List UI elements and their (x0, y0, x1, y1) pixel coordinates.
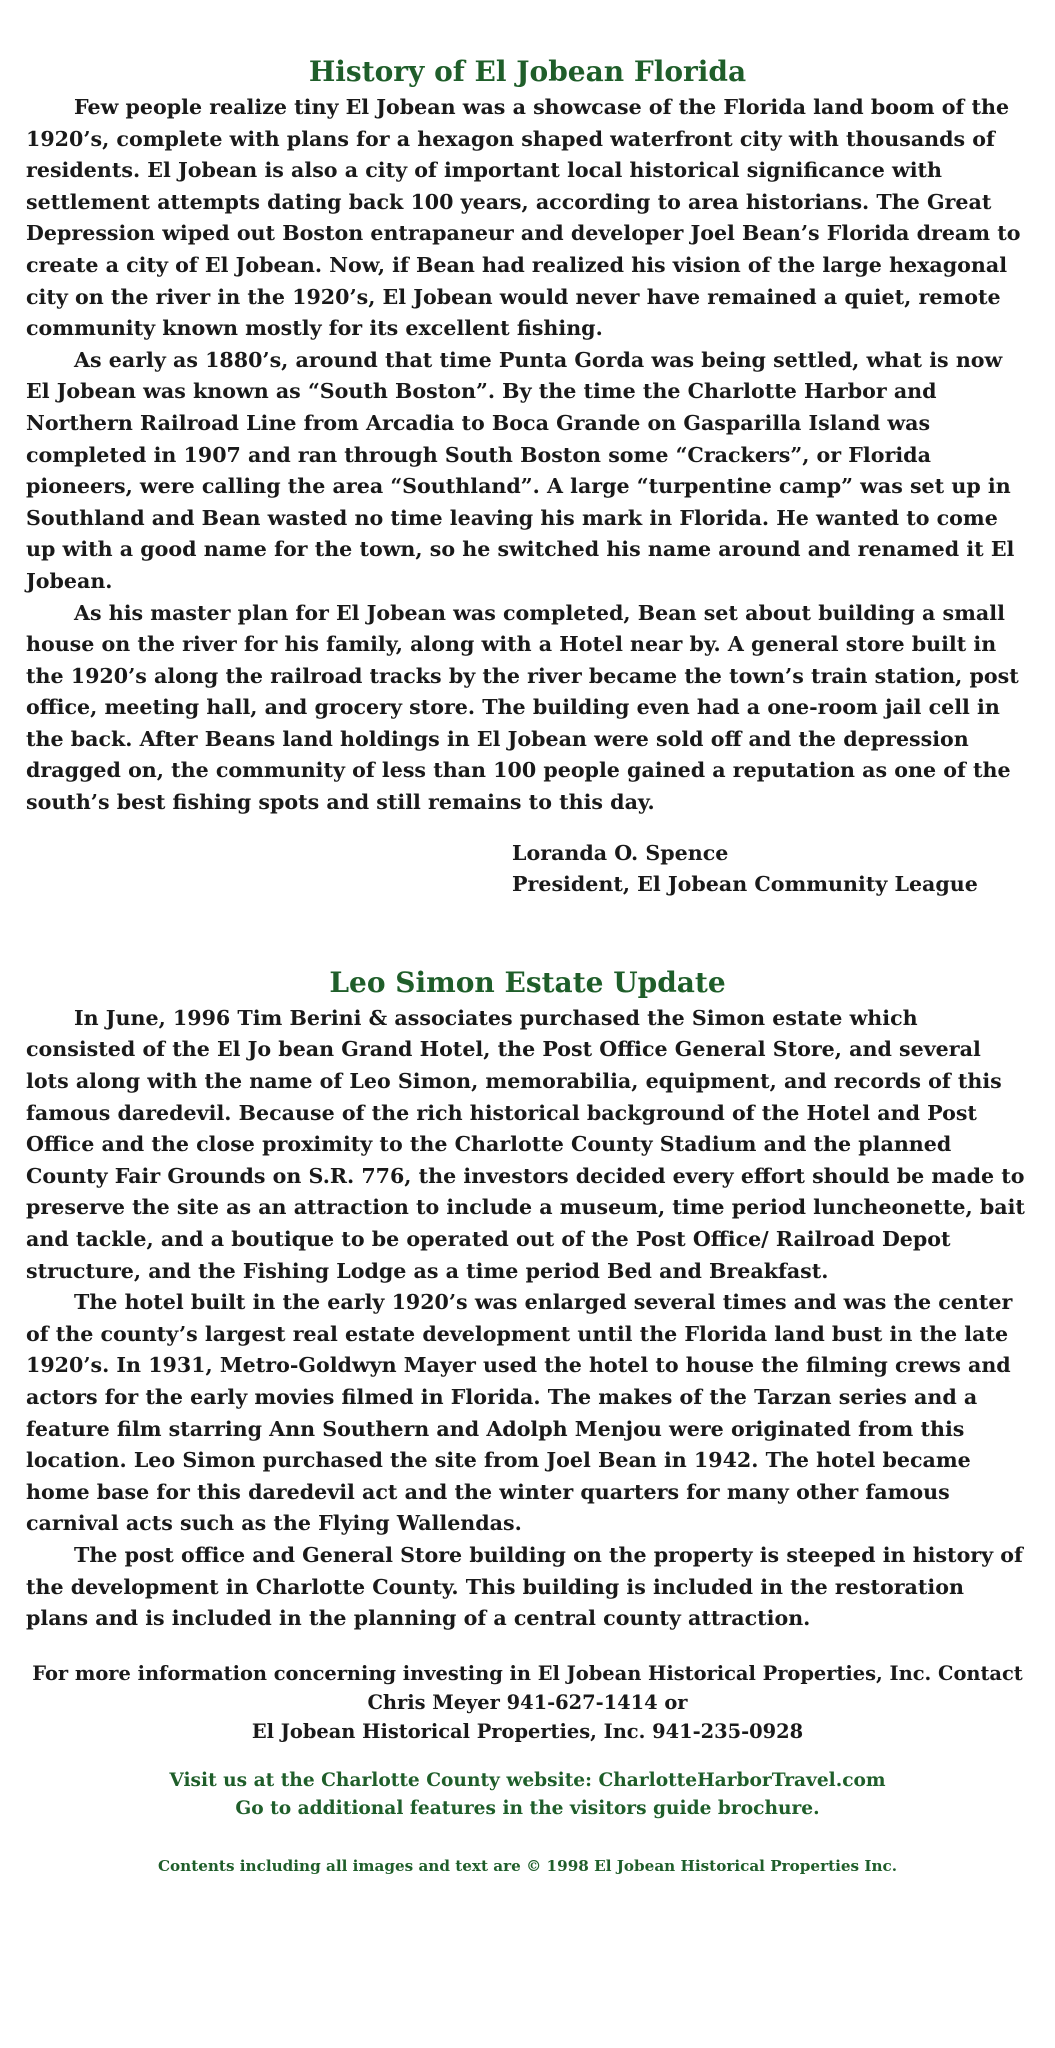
signature-name: Loranda O. Spence (512, 840, 729, 865)
history-title: History of El Jobean Florida (308, 55, 747, 88)
contact-block (26, 1659, 1029, 1746)
estate-paragraph: The post office and General Store building on the property is steeped in history of the development in Charlotte County. This building is included in the restoration plans and is included in the planning of a central county attraction. (26, 1542, 1023, 1631)
document-page (26, 0, 1029, 1877)
brochure-line: Go to additional features in the visitors guide brochure. (235, 1797, 820, 1819)
signature-role: President, El Jobean Community League (512, 872, 978, 897)
history-paragraph: As his master plan for El Jobean was completed, Bean set about building a small house on the river for his family, along with a Hotel near by. A general store built in the 1920’s along the railroad tracks by the river became the town’s train station, post office, meeting hall, and grocery store. The building even had a one-room jail cell in the back. After Beans land holdings in El Jobean were sold off and the depression dragged on, the community of less than 100 people gained a reputation as one of the south’s best fishing spots and still remains to this day. (26, 600, 1019, 815)
contact-line: For more information concerning investing in El Jobean Historical Properties, Inc. Contact (32, 1661, 1023, 1685)
estate-body (26, 1003, 1029, 1635)
estate-paragraph: In June, 1996 Tim Berini & associates purchased the Simon estate which consisted of the El Jo bean Grand Hotel, the Post Office General Store, and several lots along with the name of Leo Simon, memorabilia, equipment, and records of this famous daredevil. Because of the rich historical background of the Hotel and Post Office and the close proximity to the Charlotte County Stadium and the planned County Fair Grounds on S.R. 776, the investors decided every effort should be made to preserve the site as an attraction to include a museum, time period luncheonette, bait and tackle, and a boutique to be operated out of the Post Office/ Railroad Depot structure, and the Fishing Lodge as a time period Bed and Breakfast. (26, 1005, 1025, 1283)
contact-phone-line: Chris Meyer 941-627-1414 or (367, 1690, 688, 1714)
estate-title: Leo Simon Estate Update (329, 965, 726, 999)
contact-phone-line: El Jobean Historical Properties, Inc. 941-235-0928 (251, 1719, 804, 1743)
estate-paragraph: The hotel built in the early 1920’s was enlarged several times and was the center of the county’s largest real estate development until the Florida land bust in the late 1920’s. In 1931, Metro-Goldwyn Mayer used the hotel to house the filming crews and actors for the early movies filmed in Florida. The makes of the Tarzan series and a feature film starring Ann Southern and Adolph Menjou were originated from this location. Leo Simon purchased the site from Joel Bean in 1942. The hotel became home base for this daredevil act and the winter quarters for many other famous carnival acts such as the Flying Wallendas. (26, 1290, 1013, 1536)
history-paragraph: Few people realize tiny El Jobean was a showcase of the Florida land boom of the 1920’s, complete with plans for a hexagon shaped waterfront city with thousands of residents. El Jobean is also a city of important local historical significance with settlement attempts dating back 100 years, according to area historians. The Great Depression wiped out Boston entrapaneur and developer Joel Bean’s Florida dream to create a city of El Jobean. Now, if Bean had realized his vision of the large hexagonal city on the river in the 1920’s, El Jobean would never have remained a quiet, remote community known mostly for its excellent fishing. (26, 95, 1021, 341)
website-block (26, 1767, 1029, 1823)
history-paragraph: As early as 1880’s, around that time Punta Gorda was being settled, what is now El Jobean was known as “South Boston”. By the time the Charlotte Harbor and Northern Railroad Line from Arcadia to Boca Grande on Gasparilla Island was completed in 1907 and ran through South Boston some “Crackers”, or Florida pioneers, were calling the area “Southland”. A large “turpentine camp” was set up in Southland and Bean wasted no time leaving his mark in Florida. He wanted to come up with a good name for the town, so he switched his name around and renamed it El Jobean. (26, 347, 1015, 593)
signature-block (512, 838, 1029, 901)
website-line: Visit us at the Charlotte County website: CharlotteHarborTravel.com (169, 1769, 886, 1791)
history-body (26, 92, 1029, 819)
copyright-notice: Contents including all images and text are © 1998 El Jobean Historical Properties Inc. (157, 1856, 898, 1875)
